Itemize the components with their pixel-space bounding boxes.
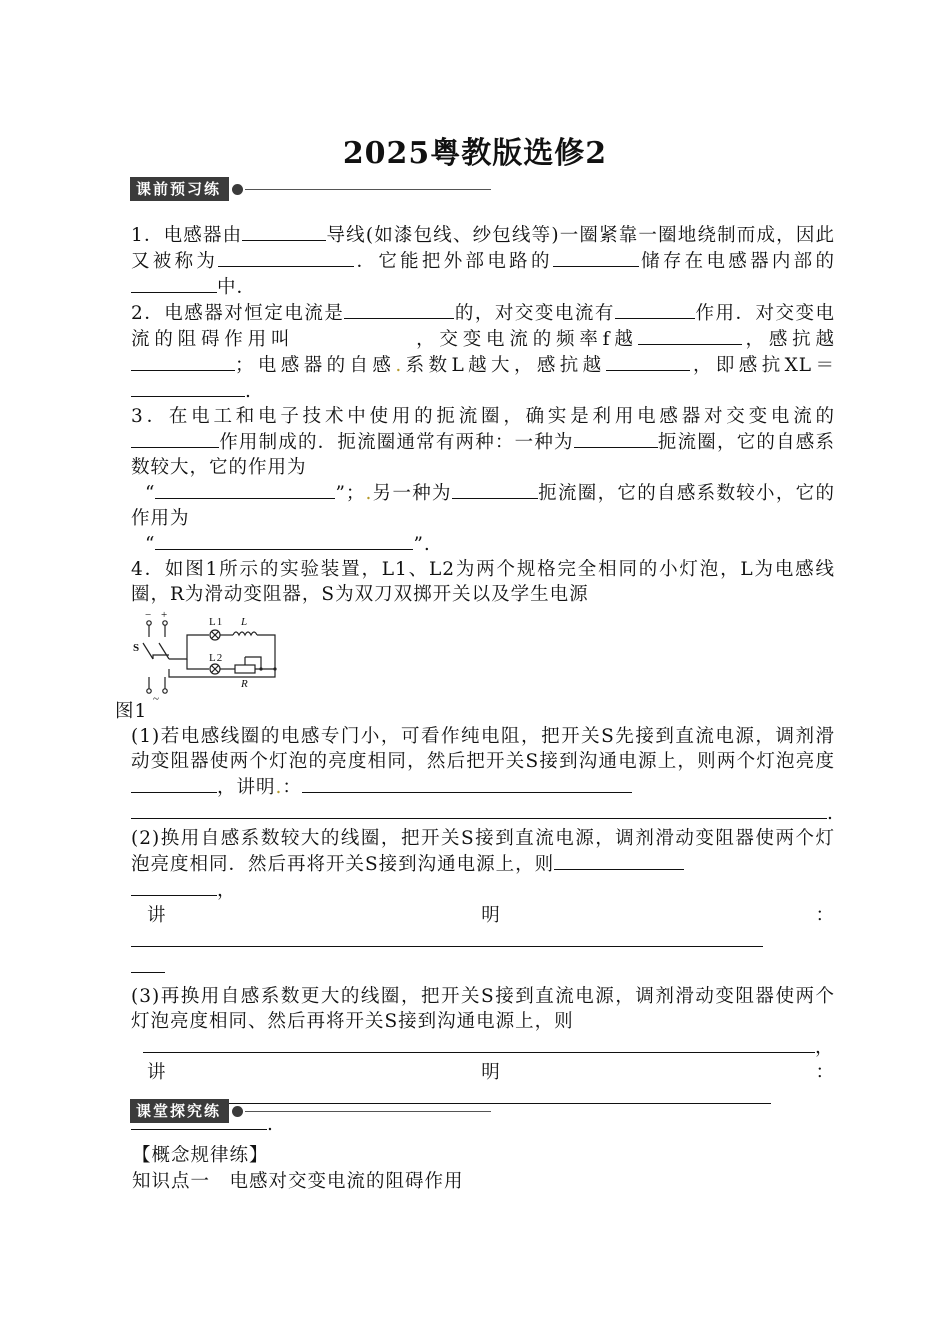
- plus-label: +: [161, 611, 169, 621]
- q2-text: 的，对交变电流有: [454, 303, 615, 324]
- blank[interactable]: [615, 300, 695, 319]
- blank[interactable]: [302, 774, 632, 793]
- blank[interactable]: [131, 954, 165, 973]
- blank[interactable]: [131, 877, 217, 896]
- blank[interactable]: [143, 1034, 815, 1053]
- q2-text: ；电感器的自感: [235, 355, 396, 376]
- q2-text: 系数L越大，感抗越: [402, 355, 606, 376]
- blank[interactable]: [131, 800, 827, 819]
- section-header-class: [130, 1099, 491, 1123]
- blank[interactable]: [131, 352, 235, 371]
- section-divider: [245, 189, 491, 190]
- page-title: 2025粤教版选修2: [342, 136, 608, 171]
- q4-text: .: [267, 1114, 274, 1135]
- circuit-figure: [129, 611, 289, 703]
- q2-text: 作用．对交变电流的阻碍作用叫: [131, 303, 835, 350]
- bullet-icon: [232, 1106, 243, 1117]
- q4-text: 讲明：: [147, 905, 835, 926]
- q4-text: ，: [217, 880, 237, 901]
- blank[interactable]: [452, 480, 538, 499]
- blank[interactable]: [218, 248, 354, 267]
- lamp2-label: L2: [209, 652, 224, 664]
- blank[interactable]: [554, 851, 684, 870]
- q4-text: ：: [282, 777, 302, 798]
- q3-text: ”；: [335, 483, 366, 504]
- q1-text: 1．电感器由: [131, 225, 243, 246]
- q3-text: ”.: [413, 534, 431, 555]
- q4-text: .: [827, 803, 834, 824]
- q3-text: “: [145, 483, 156, 504]
- blank[interactable]: [131, 274, 217, 293]
- q2-text: ，即感抗XL＝: [689, 355, 835, 376]
- lamp1-label: L1: [209, 616, 224, 628]
- question-4-intro: 4．如图1所示的实验装置，L1、L2为两个规格完全相同的小灯泡，L为电感线圈，R为滑动变阻器，S为双刀双掷开关以及学生电源: [131, 559, 835, 605]
- question-2: [115, 300, 835, 404]
- figure-caption: 图1: [115, 701, 148, 722]
- blank[interactable]: [131, 378, 245, 397]
- blank[interactable]: [606, 352, 690, 371]
- blank[interactable]: [155, 531, 413, 550]
- blank[interactable]: [131, 928, 763, 947]
- q2-text: ，感抗越: [741, 329, 835, 350]
- section-divider: [245, 1111, 491, 1112]
- blank[interactable]: [155, 480, 335, 499]
- concept-heading: 【概念规律练】: [132, 1145, 269, 1166]
- q4-text: ，: [815, 1037, 835, 1058]
- mark-dot: .: [395, 355, 403, 376]
- knowledge-point: 知识点一 电感对交变电流的阻碍作用: [132, 1171, 464, 1192]
- q3-text: 3．在电工和电子技术中使用的扼流圈，确实是利用电感器对交变电流的: [131, 406, 835, 427]
- mark-dot: .: [275, 777, 283, 798]
- blank[interactable]: [242, 222, 326, 241]
- switch-label: S: [133, 642, 141, 654]
- resistor-label: R: [241, 678, 249, 690]
- blank[interactable]: [344, 300, 454, 319]
- lower-content: [132, 1143, 464, 1195]
- inductor-label: L: [241, 616, 249, 628]
- circuit-diagram: [129, 611, 289, 703]
- q2-text: 2．电感器对恒定电流是: [131, 303, 345, 324]
- blank[interactable]: [638, 326, 742, 345]
- q1-text: ．它能把外部电路的: [354, 251, 553, 272]
- q3-text: “: [145, 534, 156, 555]
- question-1: [115, 222, 835, 300]
- q3-text: 另一种为: [372, 483, 452, 504]
- q3-text: 扼流圈，它的自感系数较大，它的作用为: [131, 432, 835, 478]
- q4-text: (1)若电感线圈的电感专门小，可看作纯电阻，把开关S先接到直流电源，调剂滑动变阻器使两个灯泡的亮度相同，然后把开关S接到沟通电源上，则两个灯泡亮度: [131, 726, 835, 772]
- blank[interactable]: [574, 429, 658, 448]
- blank[interactable]: [553, 248, 639, 267]
- q3-text: 扼流圈，它的自感系数较小，它的作用为: [131, 483, 835, 529]
- section-label-class: 课堂探究练: [130, 1099, 229, 1123]
- q3-text: 作用制成的．扼流圈通常有两种：一种为: [219, 432, 574, 453]
- section-label-preview: 课前预习练: [130, 177, 229, 201]
- bullet-icon: [232, 184, 243, 195]
- section-header-preview: [130, 177, 491, 201]
- q2-text: .: [245, 381, 252, 402]
- q4-text: 讲明：: [147, 1062, 835, 1083]
- q1-text: 导线(如漆包线、纱包线等)一圈紧靠一圈地绕制而成，因此又被称为: [131, 225, 835, 272]
- minus-label: −: [145, 611, 153, 621]
- q4-text: (2)换用自感系数较大的线圈，把开关S接到直流电源，调剂滑动变阻器使两个灯泡亮度相同．然后再将开关S接到沟通电源上，则: [131, 828, 835, 875]
- q4-text: ，讲明: [217, 777, 276, 798]
- question-4-part-2: [115, 826, 835, 980]
- question-3: [115, 404, 835, 557]
- q2-text: ，交变电流的频率f越: [412, 329, 638, 350]
- q1-text: 储存在电感器内部的: [638, 251, 835, 272]
- q1-text: 中．: [217, 277, 257, 298]
- q4-text: (3)再换用自感系数更大的线圈，把开关S接到直流电源，调剂滑动变阻器使两个灯泡亮度相同、然后再将开关S接到沟通电源上，则: [131, 986, 835, 1032]
- exercise-body: [115, 222, 835, 1137]
- mark-dot: .: [365, 483, 373, 504]
- question-4-part-1: [115, 724, 835, 826]
- ac-label: ~: [153, 693, 160, 703]
- blank[interactable]: [131, 429, 219, 448]
- blank[interactable]: [131, 774, 217, 793]
